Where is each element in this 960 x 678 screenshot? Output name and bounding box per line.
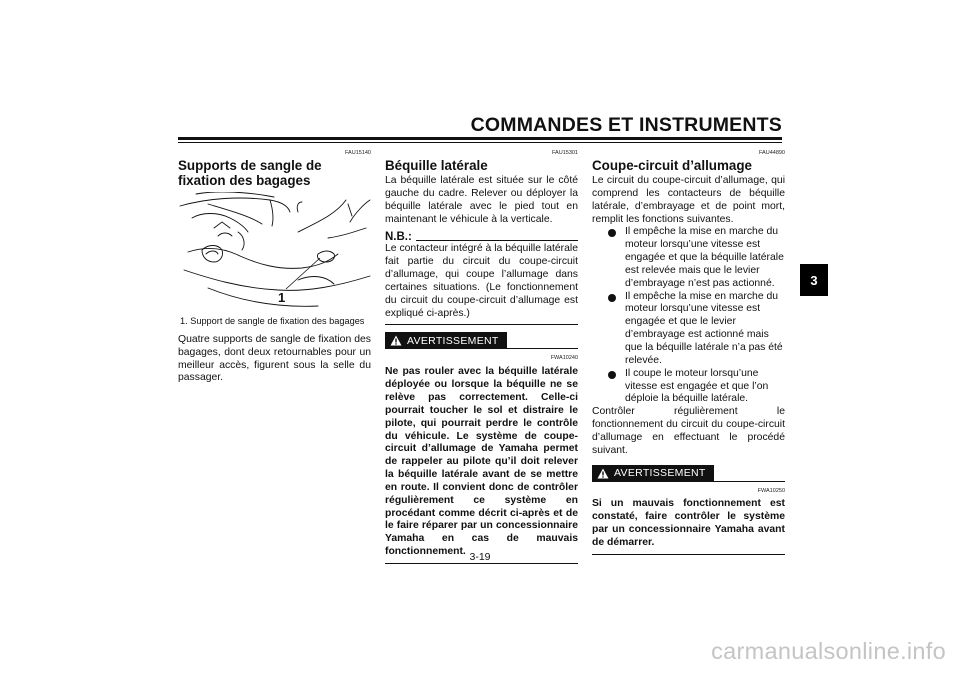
warning-triangle-icon [390, 335, 402, 346]
warning-heading [385, 332, 578, 349]
column-ignition-cutoff [592, 150, 785, 555]
list-item: Il empêche la mise en marche du moteur lorsqu’une vitesse est engagée et que le levier d’embrayage est actionné mais que la béquille latérale n’a pas été relevée. [608, 291, 785, 368]
warning-triangle-icon [597, 468, 609, 479]
column-luggage-straps [178, 150, 371, 385]
section-title: Béquille latérale [385, 158, 488, 173]
warning-rule [507, 348, 578, 349]
header-title: COMMANDES ET INSTRUMENTS [470, 114, 782, 136]
list-item: Il empêche la mise en marche du moteur lorsqu’une vitesse est engagée et que la béquille latérale est relevée mais que le levier d’embrayage n’est pas actionné. [608, 226, 785, 290]
note-rule [416, 240, 578, 241]
warning-label: AVERTISSEMENT [614, 466, 706, 479]
bullet-icon [608, 229, 616, 237]
note-end-rule [385, 324, 578, 325]
warning-heading [592, 465, 785, 482]
note-heading [385, 231, 578, 243]
warning-label: AVERTISSEMENT [407, 334, 499, 347]
intro-text: Le circuit du coupe-circuit d’allumage, qui comprend les contacteurs de béquille latérale, d’embrayage et de point mort, remplit les fonctions suivantes. [592, 175, 785, 225]
callout-number: 1 [278, 290, 286, 305]
section-title: Supports de sangle de fixation des bagages [178, 158, 322, 188]
column-sidestand [385, 150, 578, 564]
luggage-strap-holder-illustration [178, 192, 371, 312]
warning-code: FWA10250 [757, 487, 785, 494]
warning-badge [592, 465, 714, 482]
note-label: N.B.: [385, 231, 412, 244]
warning-rule [714, 481, 785, 482]
note-text: Le contacteur intégré à la béquille latérale fait partie du circuit du coupe-circuit d’allumage, qui coupe l’allumage dans certaines situations. (Le fonctionnement du circuit du coupe-circuit d’allumage est expliqué ci-après.) [385, 243, 578, 319]
body-text: Quatre supports de sangle de fixation des bagages, dont deux retournables pour un meilleur accès, figurent sous la selle du passager. [178, 333, 371, 384]
warning-text: Ne pas rouler avec la béquille latérale déployée ou lorsque la béquille ne se relève pas correctement. Celle-ci pourrait toucher le sol et distraire le pilote, qui pourrait perdre le contrôle du véhicule. Le système de coupe-circuit d’allumage de Yamaha permet de rappeler au pilote qu’il doit relever la béquille latérale avant de se mettre en route. Il convient donc de contrôler régulièrement ce système en procédant comme décrit ci-après et de le faire réparer par un concessionnaire Yamaha en cas de mauvais fonctionnement. [385, 366, 578, 558]
list-item: Il coupe le moteur lorsqu’une vitesse est engagée et que l’on déploie la béquille latérale. [608, 368, 785, 407]
warning-code: FWA10240 [550, 355, 578, 362]
chapter-tab: 3 [800, 264, 828, 296]
warning-text: Si un mauvais fonctionnement est constaté, faire contrôler le système par un concessionnaire Yamaha avant de démarrer. [592, 498, 785, 548]
warning-badge [385, 332, 507, 349]
body-text: La béquille latérale est située sur le côté gauche du cadre. Relever ou déployer la béquille latérale avec le pied tout en maintenant le véhicule à la verticale. [385, 175, 578, 225]
check-text: Contrôler régulièrement le fonctionnement du circuit du coupe-circuit d’allumage en effectuant le procédé suivant. [592, 406, 785, 456]
header-rule-thin [178, 142, 782, 143]
warning-end-rule [385, 563, 578, 564]
watermark[interactable]: carmanualsonline.info [711, 638, 946, 664]
header-rule-thick [178, 137, 782, 140]
section-code: FAU15140 [345, 150, 371, 156]
function-list [592, 226, 785, 406]
section-code: FAU15301 [552, 150, 578, 156]
bullet-icon [608, 371, 616, 379]
bullet-icon [608, 294, 616, 302]
page-number: 3-19 [469, 551, 491, 563]
figure-caption: 1. Support de sangle de fixation des bagages [180, 316, 365, 326]
section-title: Coupe-circuit d’allumage [592, 158, 752, 173]
section-code: FAU44890 [759, 150, 785, 156]
